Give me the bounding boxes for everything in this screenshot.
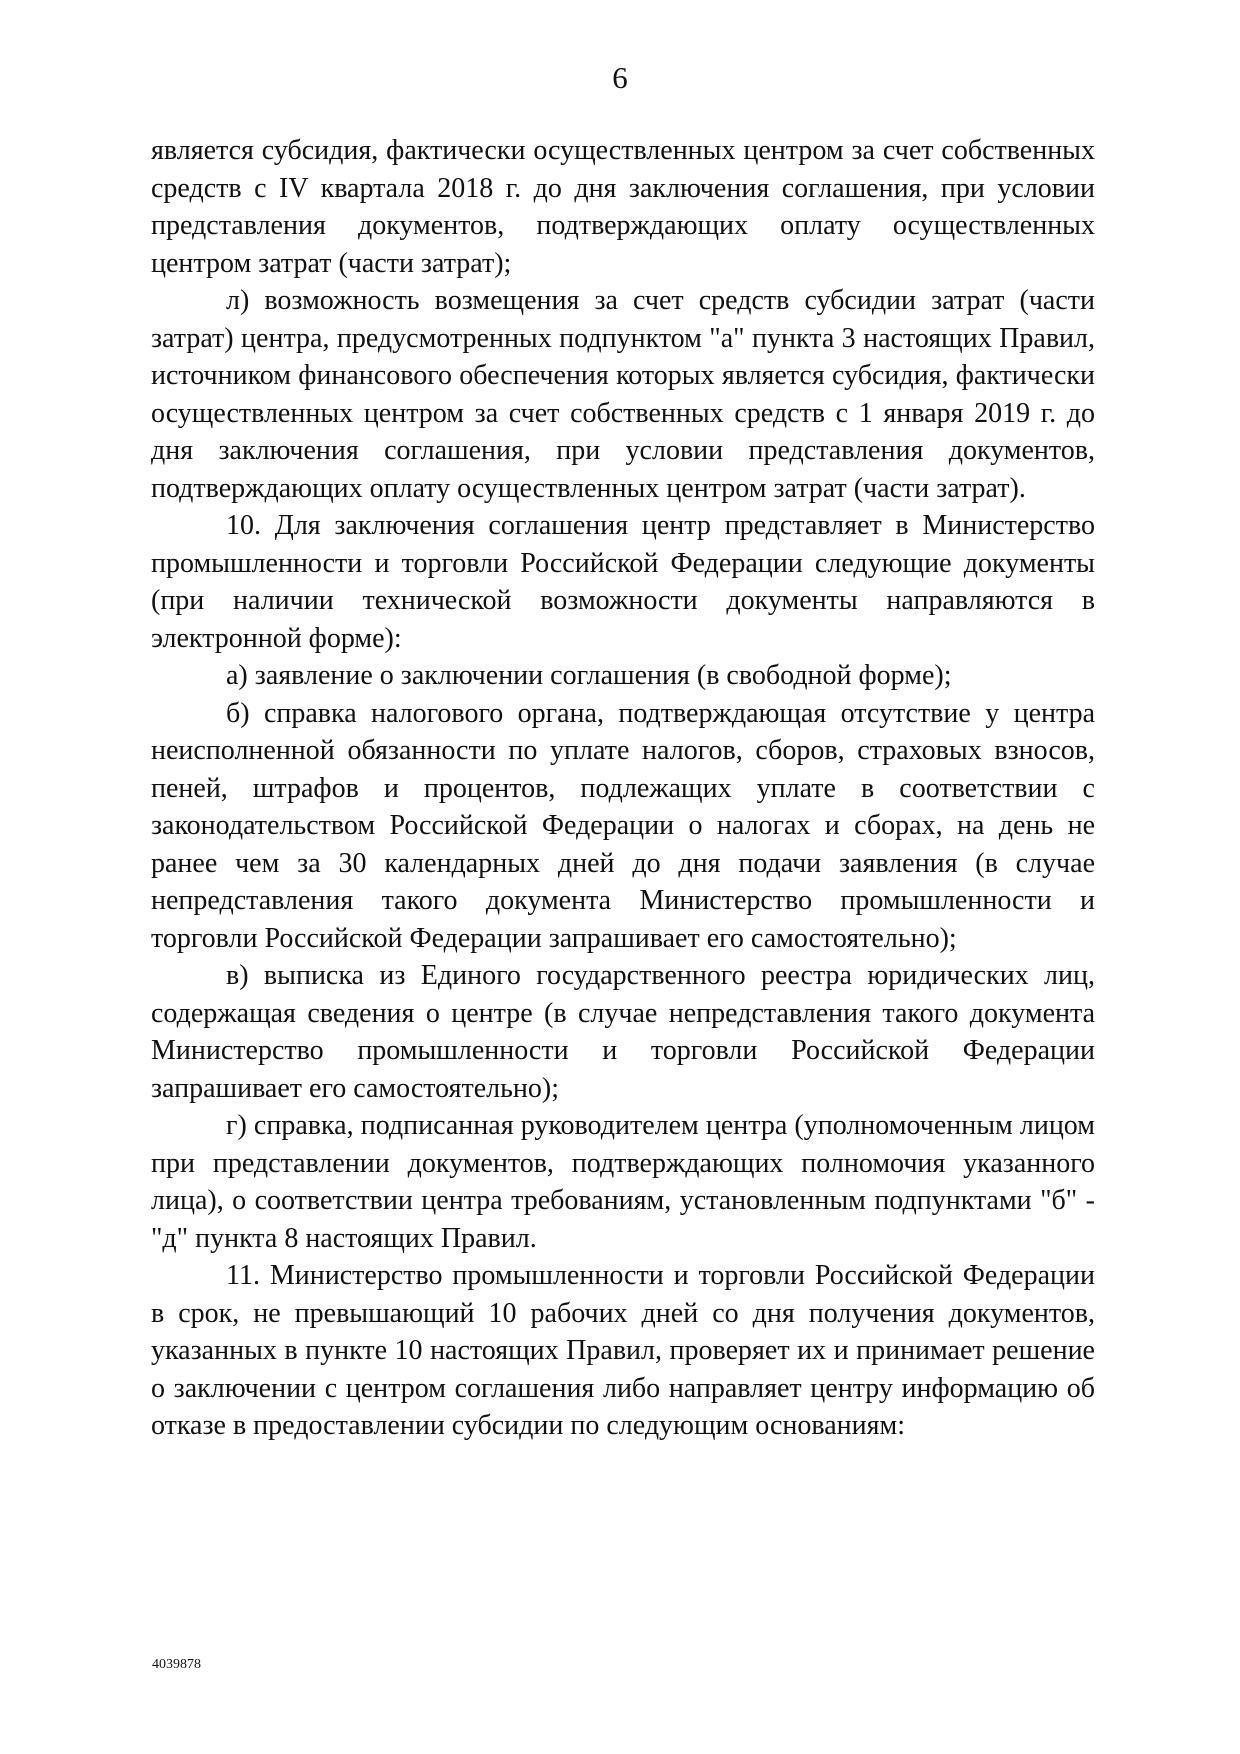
paragraph-section-11: 11. Министерство промышленности и торговли Российской Федерации в срок, не превышающий 10 рабочих дней со дня получения документов, указанных в пункте 10 настоящих Правил, проверяет их и принимает решение о заключении с центром соглашения либо направляет центру информацию об отказе в предоставлении субсидии по следующим основаниям: — [151, 1260, 1095, 1441]
document-code: 4039878 — [152, 1657, 201, 1672]
paragraph-item-l: л) возможность возмещения за счет средств субсидии затрат (части затрат) центра, предусмотренных подпунктом "а" пункта 3 настоящих Правил, источником финансового обеспечения которых является субсидия, фактически осуществленных центром за счет собственных средств с 1 января 2019 г. до дня заключения соглашения, при условии представления документов, подтверждающих оплату осуществленных центром затрат (части затрат). — [151, 285, 1095, 504]
paragraph-item-a: а) заявление о заключении соглашения (в свободной форме); — [226, 660, 952, 691]
paragraph-item-v: в) выписка из Единого государственного реестра юридических лиц, содержащая сведения о центре (в случае непредставления такого документа Министерство промышленности и торговли Российской Федерации запрашивает его самостоятельно); — [151, 960, 1095, 1104]
paragraph-item-b: б) справка налогового органа, подтверждающая отсутствие у центра неисполненной обязанности по уплате налогов, сборов, страховых взносов, пеней, штрафов и процентов, подлежащих уплате в соответствии с законодательством Российской Федерации о налогах и сборах, на день не ранее чем за 30 календарных дней до дня подачи заявления (в случае непредставления такого документа Министерство промышленности и торговли Российской Федерации запрашивает его самостоятельно); — [151, 697, 1095, 954]
paragraph-section-10: 10. Для заключения соглашения центр представляет в Министерство промышленности и торговли Российской Федерации следующие документы (при наличии технической возможности документы направляются в электронной форме): — [151, 510, 1095, 654]
paragraph-item-g: г) справка, подписанная руководителем центра (уполномоченным лицом при представлении документов, подтверждающих полномочия указанного лица), о соответствии центра требованиям, установленным подпунктами "б" - "д" пункта 8 настоящих Правил. — [151, 1110, 1095, 1254]
page-number: 6 — [612, 60, 628, 95]
body-text — [151, 132, 1095, 1445]
paragraph-continuation: является субсидия, фактически осуществленных центром за счет собственных средств с IV квартала 2018 г. до дня заключения соглашения, при условии представления документов, подтверждающих оплату осуществленных центром затрат (части затрат); — [151, 135, 1095, 279]
